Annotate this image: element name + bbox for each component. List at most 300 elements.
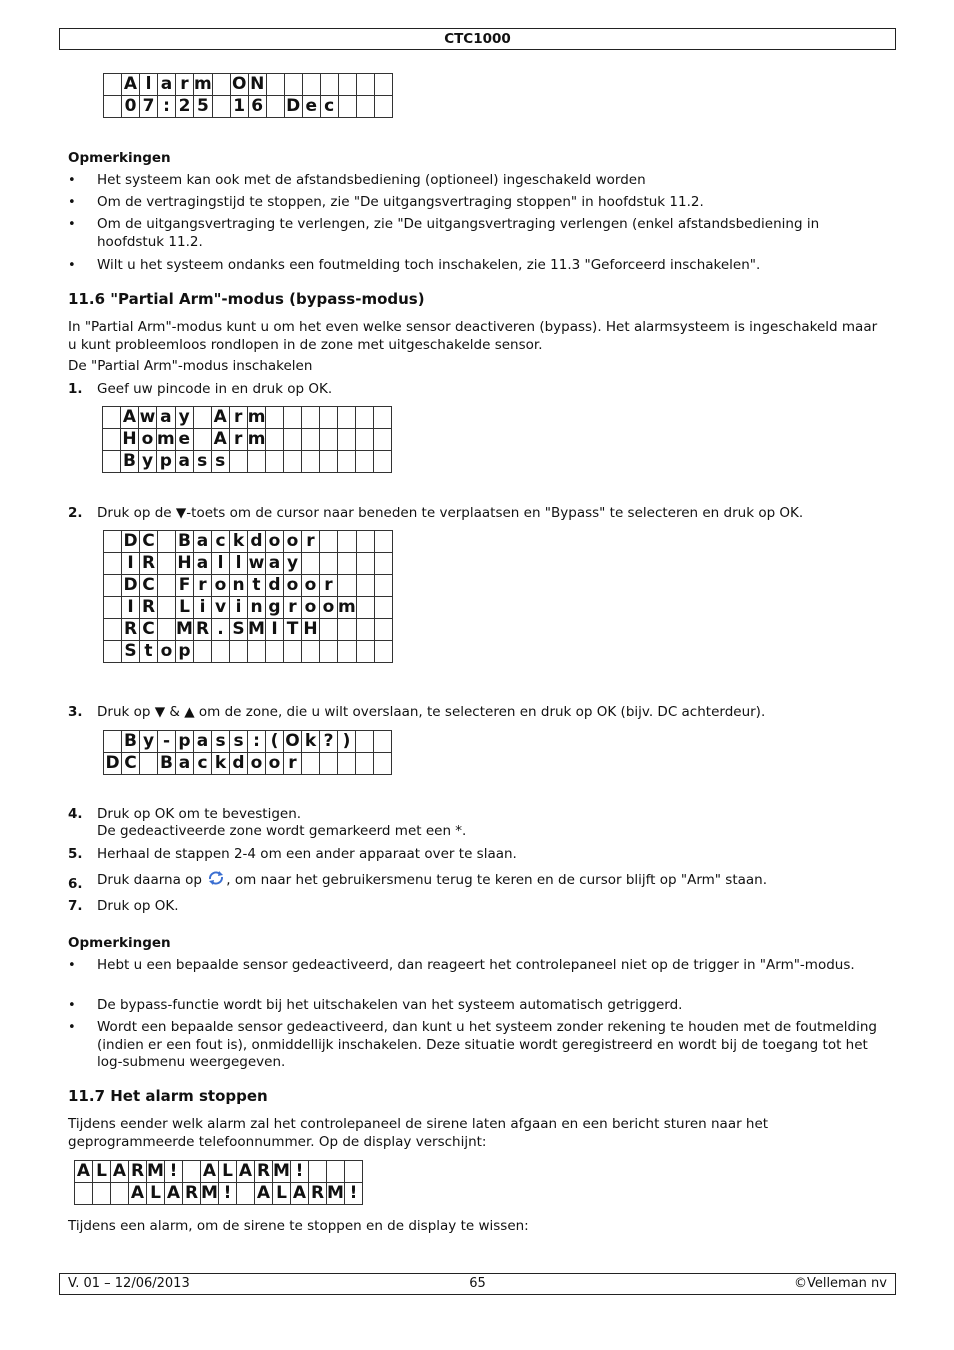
page-header — [59, 28, 896, 50]
lcd-row — [104, 74, 393, 96]
lcd-cell: C — [122, 753, 140, 775]
lcd-cell: F — [176, 575, 194, 597]
lcd-cell: A — [111, 1161, 129, 1183]
lcd-cell: S — [122, 641, 140, 663]
paragraph: Tijdens een alarm, om de sirene te stoppen en de display te wissen: — [68, 1218, 529, 1234]
lcd-cell: 6 — [248, 96, 266, 118]
lcd-cell: 7 — [140, 96, 158, 118]
lcd-cell — [374, 429, 392, 451]
lcd-cell: S — [230, 619, 248, 641]
lcd-cell — [338, 619, 357, 641]
lcd-cell: i — [230, 597, 248, 619]
lcd-cell: c — [194, 753, 212, 775]
lcd-cell — [356, 451, 374, 473]
lcd-cell — [356, 407, 374, 429]
lcd-cell — [309, 1161, 327, 1183]
lcd-cell: ! — [219, 1183, 237, 1205]
lcd-cell: B — [176, 531, 194, 553]
lcd-cell — [374, 731, 392, 753]
lcd-cell: s — [211, 451, 229, 473]
lcd-row — [103, 451, 392, 473]
lcd-cell: o — [284, 531, 302, 553]
step-text: Geef uw pincode in en druk op OK. — [97, 381, 333, 397]
lcd-cell: c — [212, 531, 230, 553]
lcd-cell — [111, 1183, 129, 1205]
lcd-cell: L — [93, 1161, 111, 1183]
lcd-cell: A — [165, 1183, 183, 1205]
lcd-cell — [158, 553, 176, 575]
lcd-cell — [320, 619, 338, 641]
lcd-cell — [302, 451, 320, 473]
lcd-cell: R — [183, 1183, 201, 1205]
lcd-cell: O — [285, 731, 300, 751]
lcd-cell — [183, 1161, 201, 1183]
lcd-cell: o — [266, 753, 284, 775]
lcd-cell — [158, 619, 176, 641]
lcd-cell — [356, 74, 374, 96]
lcd-cell: I — [266, 619, 284, 641]
lcd-cell — [104, 96, 122, 118]
lcd-cell — [284, 641, 302, 663]
lcd-cell: ) — [338, 731, 356, 753]
lcd-cell — [266, 641, 284, 663]
bullet-icon: • — [68, 217, 76, 232]
lcd-cell: A — [122, 74, 140, 96]
lcd-cell: B — [158, 753, 176, 775]
lcd-cell: r — [302, 531, 320, 553]
lcd-cell: o — [302, 597, 320, 619]
lcd-cell: o — [284, 575, 302, 597]
lcd-cell: L — [219, 1161, 237, 1183]
lcd-cell — [374, 451, 392, 473]
lcd-cell: k — [212, 753, 230, 775]
step-text: Druk op OK. — [97, 898, 179, 914]
lcd-cell: m — [247, 407, 266, 427]
lcd-cell: n — [248, 597, 266, 619]
lcd-cell — [356, 531, 374, 553]
lcd-cell: M — [248, 619, 265, 639]
lcd-cell: 5 — [194, 96, 213, 118]
list-item: Om de vertragingstijd te stoppen, zie "De uitgangsvertraging stoppen" in hoofdstuk 11.2. — [97, 194, 704, 210]
lcd-cell: w — [248, 553, 265, 573]
step-text-after: , om naar het gebruikersmenu terug te keren en de cursor blijft op "Arm" staan. — [226, 872, 768, 888]
lcd-cell: H — [303, 619, 318, 639]
lcd-cell: a — [157, 407, 176, 429]
lcd-cell: y — [175, 407, 193, 429]
lcd-cell — [356, 575, 374, 597]
lcd-row — [104, 731, 392, 753]
lcd-cell — [302, 407, 320, 429]
lcd-cell — [327, 1161, 345, 1183]
section-heading: 11.7 Het alarm stoppen — [68, 1087, 268, 1105]
lcd-cell: ! — [165, 1161, 183, 1183]
bullet-icon: • — [68, 258, 76, 273]
lcd-cell — [374, 74, 392, 96]
lcd-cell — [104, 597, 122, 619]
lcd-cell: y — [139, 451, 157, 473]
sync-icon — [206, 870, 226, 886]
lcd-cell: k — [230, 531, 248, 553]
lcd-cell — [338, 531, 357, 553]
lcd-cell: A — [237, 1161, 255, 1183]
lcd-cell: v — [212, 597, 230, 619]
lcd-row — [104, 597, 393, 619]
lcd-cell — [338, 429, 356, 451]
step-number: 4. — [68, 806, 83, 822]
lcd-cell — [320, 451, 338, 473]
lcd-cell: m — [194, 74, 212, 94]
lcd-cell — [284, 407, 302, 429]
list-item: Om de uitgangsvertraging te verlengen, zie "De uitgangsvertraging verlengen (enkel afstandsbediening in hoofdstuk 11.2. — [97, 216, 820, 250]
lcd-cell: D — [286, 96, 301, 116]
lcd-cell: a — [194, 553, 212, 575]
lcd-cell: y — [140, 731, 158, 753]
lcd-cell: w — [139, 407, 156, 427]
lcd-cell — [320, 553, 338, 575]
lcd-cell: D — [123, 575, 138, 595]
lcd-cell — [374, 641, 392, 663]
lcd-row — [75, 1161, 363, 1183]
lcd-cell — [356, 429, 374, 451]
lcd-cell — [374, 553, 392, 575]
list-item: De bypass-functie wordt bij het uitschakelen van het systeem automatisch getriggerd. — [97, 997, 683, 1013]
lcd-row — [104, 641, 393, 663]
subheading: De "Partial Arm"-modus inschakelen — [68, 358, 313, 374]
lcd-cell: t — [248, 575, 266, 597]
lcd-cell: g — [266, 597, 284, 619]
lcd-cell — [194, 641, 212, 663]
lcd-cell: a — [194, 731, 212, 753]
lcd-cell: l — [230, 553, 248, 575]
lcd-cell — [374, 619, 392, 641]
lcd-display-zone-list — [103, 530, 393, 663]
lcd-cell: A — [121, 407, 139, 429]
lcd-cell: ! — [345, 1183, 363, 1205]
lcd-cell: o — [320, 597, 338, 619]
lcd-cell — [266, 74, 284, 96]
lcd-cell: r — [229, 429, 247, 451]
lcd-cell — [230, 641, 248, 663]
notes-heading: Opmerkingen — [68, 150, 171, 166]
lcd-cell: - — [158, 731, 176, 753]
lcd-cell: A — [201, 1161, 219, 1183]
lcd-cell — [140, 753, 158, 775]
lcd-cell — [212, 641, 230, 663]
step-text: Druk op ▼ & ▲ om de zone, die u wilt overslaan, te selecteren en druk op OK (bijv. DC achterdeur). — [97, 704, 766, 720]
lcd-row — [104, 531, 393, 553]
lcd-cell: R — [129, 1161, 147, 1183]
lcd-cell: r — [320, 575, 338, 597]
lcd-cell: e — [175, 429, 193, 451]
lcd-cell — [320, 407, 338, 429]
lcd-cell: r — [194, 575, 212, 597]
lcd-cell: R — [309, 1183, 327, 1205]
lcd-cell: . — [212, 619, 230, 641]
lcd-cell — [237, 1183, 255, 1205]
lcd-cell: C — [140, 575, 158, 597]
lcd-cell: 2 — [176, 96, 194, 118]
lcd-cell — [356, 753, 374, 775]
lcd-cell — [320, 429, 338, 451]
list-item: Wilt u het systeem ondanks een foutmelding toch inschakelen, zie 11.3 "Geforceerd inschakelen". — [97, 257, 761, 273]
list-item: Hebt u een bepaalde sensor gedeactiveerd, dan reageert het controlepaneel niet op de trigger in "Arm"-modus. — [97, 957, 855, 973]
lcd-cell: o — [212, 575, 230, 597]
lcd-cell: r — [176, 74, 194, 96]
lcd-cell — [158, 575, 176, 597]
lcd-cell — [356, 597, 374, 619]
step-number: 5. — [68, 846, 83, 862]
list-item: Het systeem kan ook met de afstandsbediening (optioneel) ingeschakeld worden — [97, 172, 646, 188]
lcd-cell: : — [248, 731, 266, 753]
lcd-cell — [212, 96, 230, 118]
lcd-cell — [338, 451, 356, 473]
step-number: 7. — [68, 898, 83, 914]
lcd-row — [104, 575, 393, 597]
lcd-cell — [338, 575, 357, 597]
lcd-cell — [103, 407, 121, 429]
lcd-cell — [229, 451, 247, 473]
lcd-cell — [284, 74, 302, 96]
lcd-cell: m — [247, 429, 266, 449]
lcd-cell — [212, 74, 230, 96]
step-text — [97, 870, 887, 890]
section-heading: 11.6 "Partial Arm"-modus (bypass-modus) — [68, 290, 425, 308]
page-footer — [59, 1273, 896, 1295]
step-number: 6. — [68, 876, 83, 892]
lcd-cell: C — [140, 619, 158, 641]
lcd-cell — [374, 575, 392, 597]
page-number: 65 — [469, 1276, 486, 1291]
lcd-cell — [374, 531, 392, 553]
lcd-cell: p — [157, 451, 176, 473]
lcd-cell: ! — [291, 1161, 309, 1183]
lcd-row — [103, 407, 392, 429]
lcd-cell: R — [140, 553, 158, 575]
lcd-cell: L — [147, 1183, 165, 1205]
lcd-cell — [320, 753, 338, 775]
lcd-cell: R — [122, 619, 140, 641]
lcd-cell — [284, 429, 302, 451]
lcd-cell: T — [284, 619, 302, 641]
lcd-cell: n — [230, 575, 248, 597]
lcd-row — [104, 753, 392, 775]
lcd-cell: R — [140, 597, 158, 619]
lcd-cell — [193, 407, 211, 429]
lcd-cell — [338, 74, 356, 96]
lcd-cell: M — [273, 1161, 290, 1181]
lcd-cell: I — [122, 553, 140, 575]
lcd-display-bypass-confirm — [103, 730, 392, 775]
lcd-cell: r — [284, 597, 302, 619]
lcd-cell: s — [193, 451, 211, 473]
lcd-cell — [247, 451, 266, 473]
lcd-cell — [266, 407, 284, 429]
lcd-cell — [356, 641, 374, 663]
lcd-cell: o — [248, 753, 266, 775]
lcd-cell — [104, 74, 122, 96]
lcd-cell: o — [139, 429, 157, 451]
lcd-cell: ? — [320, 731, 338, 753]
lcd-cell: r — [284, 753, 302, 775]
lcd-cell: B — [122, 731, 140, 753]
lcd-cell: D — [105, 753, 120, 773]
lcd-cell — [103, 429, 121, 451]
lcd-cell: A — [211, 429, 229, 451]
lcd-cell: s — [212, 731, 230, 753]
bullet-icon: • — [68, 173, 76, 188]
lcd-row — [104, 96, 393, 118]
bullet-icon: • — [68, 958, 76, 973]
lcd-cell: M — [327, 1183, 344, 1203]
lcd-cell: M — [176, 619, 193, 639]
lcd-row — [75, 1183, 363, 1205]
paragraph: Tijdens eender welk alarm zal het controlepaneel de sirene laten afgaan en een bericht sturen naar het geprogrammeerde telefoonnummer. Op de display verschijnt: — [68, 1116, 769, 1150]
lcd-cell — [104, 531, 122, 553]
lcd-cell — [284, 451, 302, 473]
lcd-cell — [266, 429, 284, 451]
lcd-cell: R — [194, 619, 212, 641]
lcd-cell: R — [255, 1161, 273, 1183]
lcd-cell — [93, 1183, 111, 1205]
lcd-cell: r — [229, 407, 247, 429]
lcd-cell: s — [230, 731, 248, 753]
lcd-cell: m — [338, 597, 356, 617]
lcd-cell — [266, 451, 284, 473]
lcd-cell: l — [140, 74, 158, 96]
lcd-cell — [104, 641, 122, 663]
lcd-display-alarm-on — [103, 73, 393, 118]
lcd-cell — [345, 1161, 363, 1183]
lcd-cell: a — [176, 753, 194, 775]
version-label: V. 01 – 12/06/2013 — [68, 1276, 190, 1291]
lcd-cell: A — [75, 1161, 93, 1183]
lcd-row — [103, 429, 392, 451]
lcd-cell: A — [291, 1183, 309, 1205]
lcd-row — [104, 553, 393, 575]
lcd-cell — [302, 753, 320, 775]
lcd-cell — [302, 553, 320, 575]
lcd-cell — [338, 641, 357, 663]
step-number: 1. — [68, 381, 83, 397]
lcd-cell — [320, 531, 338, 553]
lcd-cell — [266, 96, 284, 118]
lcd-cell: M — [147, 1161, 164, 1181]
lcd-cell — [374, 96, 392, 118]
lcd-cell: a — [175, 451, 193, 473]
lcd-cell — [356, 619, 374, 641]
lcd-cell — [356, 731, 374, 753]
paragraph: In "Partial Arm"-modus kunt u om het even welke sensor deactiveren (bypass). Het alarmsysteem is ingeschakeld maar u kunt probleemloos rondlopen in de zone met uitgeschakelde sensor. — [68, 319, 878, 353]
lcd-cell: H — [122, 429, 137, 449]
step-text: Druk op OK om te bevestigen. — [97, 806, 302, 822]
lcd-cell: H — [177, 553, 192, 573]
lcd-cell: d — [230, 753, 248, 775]
lcd-cell — [104, 731, 122, 753]
lcd-cell: o — [266, 531, 284, 553]
lcd-display-alarm — [74, 1160, 363, 1205]
lcd-cell — [103, 451, 121, 473]
step-subtext: De gedeactiveerde zone wordt gemarkeerd met een *. — [97, 823, 467, 839]
bullet-icon: • — [68, 195, 76, 210]
lcd-cell: M — [201, 1183, 218, 1203]
lcd-cell: I — [122, 597, 140, 619]
bullet-icon: • — [68, 998, 76, 1013]
lcd-cell: o — [302, 575, 320, 597]
lcd-cell — [104, 553, 122, 575]
lcd-cell — [302, 429, 320, 451]
copyright-label: ©Velleman nv — [793, 1276, 887, 1291]
lcd-cell: C — [140, 531, 158, 553]
lcd-cell — [104, 619, 122, 641]
lcd-cell — [374, 753, 392, 775]
lcd-cell: p — [176, 731, 194, 753]
lcd-cell: d — [248, 531, 266, 553]
step-text: Herhaal de stappen 2-4 om een ander apparaat over te slaan. — [97, 846, 517, 862]
bullet-icon: • — [68, 1020, 76, 1035]
lcd-cell — [158, 597, 176, 619]
lcd-cell — [75, 1183, 93, 1205]
lcd-cell: i — [194, 597, 212, 619]
step-text: Druk op de ▼-toets om de cursor naar beneden te verplaatsen en "Bypass" te selecteren en druk op OK. — [97, 505, 804, 521]
lcd-cell — [338, 96, 356, 118]
lcd-cell: m — [157, 429, 175, 449]
lcd-cell: e — [302, 96, 320, 118]
lcd-cell: d — [266, 575, 284, 597]
lcd-cell: o — [158, 641, 176, 663]
lcd-cell: 0 — [122, 96, 140, 118]
lcd-cell: D — [123, 531, 138, 551]
lcd-cell — [338, 753, 356, 775]
lcd-cell: y — [284, 553, 302, 575]
lcd-cell: p — [176, 641, 194, 663]
document-title: CTC1000 — [444, 31, 511, 47]
lcd-cell — [320, 74, 338, 96]
lcd-cell: : — [158, 96, 176, 118]
lcd-cell: k — [302, 731, 320, 753]
lcd-cell: c — [320, 96, 338, 118]
step-text-before: Druk daarna op — [97, 872, 202, 888]
lcd-cell — [302, 74, 320, 96]
lcd-display-arm-menu — [102, 406, 392, 473]
lcd-cell — [356, 96, 374, 118]
step-number: 3. — [68, 704, 83, 720]
lcd-cell — [374, 407, 392, 429]
lcd-cell: A — [129, 1183, 147, 1205]
lcd-cell — [338, 407, 356, 429]
lcd-cell — [374, 597, 392, 619]
lcd-cell: a — [158, 74, 176, 96]
step-number: 2. — [68, 505, 83, 521]
lcd-cell: B — [121, 451, 139, 473]
notes-heading: Opmerkingen — [68, 935, 171, 951]
lcd-cell: N — [250, 74, 265, 94]
lcd-row — [104, 619, 393, 641]
lcd-cell: a — [266, 553, 284, 575]
lcd-cell: 1 — [230, 96, 248, 118]
lcd-cell — [104, 575, 122, 597]
lcd-cell: O — [231, 74, 247, 94]
lcd-cell: ( — [266, 731, 284, 753]
lcd-cell — [338, 553, 357, 575]
lcd-cell — [356, 553, 374, 575]
lcd-cell — [193, 429, 211, 451]
lcd-cell: A — [255, 1183, 273, 1205]
lcd-cell: A — [211, 407, 229, 429]
lcd-cell — [302, 641, 320, 663]
lcd-cell — [320, 641, 338, 663]
lcd-cell: l — [212, 553, 230, 575]
lcd-cell: a — [194, 531, 212, 553]
